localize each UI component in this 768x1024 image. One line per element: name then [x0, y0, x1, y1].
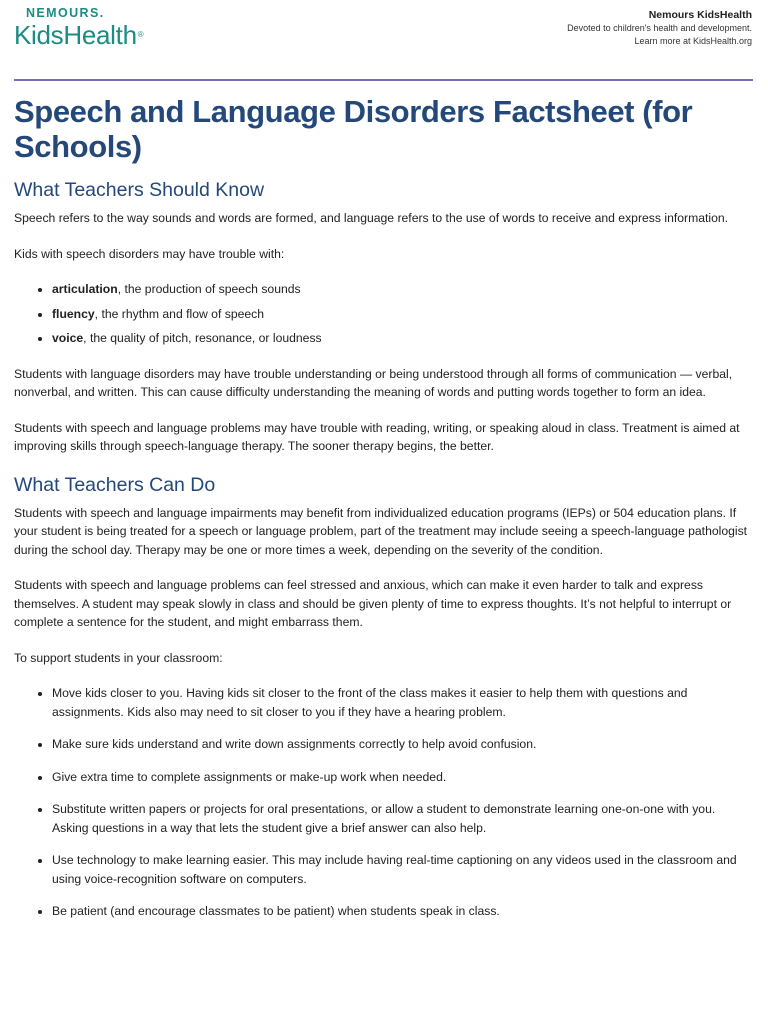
- list-item-term: voice: [52, 331, 84, 345]
- paragraph: Students with speech and language impairments may benefit from individualized education programs (IEPs) or 504 education plans. If your student is being treated for a speech or language problem, part of the treatment may include seeing a speech-language pathologist during the school day. Therapy may be one or more times a week, depending on the severity of the condition.: [14, 505, 748, 557]
- page-header: [0, 0, 768, 82]
- kidshealth-logo: [14, 6, 143, 50]
- logo-main-text: KidsHealth: [14, 20, 137, 50]
- section-what-teachers-can-do: [14, 473, 754, 921]
- paragraph: To support students in your classroom:: [14, 650, 223, 665]
- list-item: • Be patient (and encourage classmates to be patient) when students speak in class.: [52, 902, 754, 921]
- header-divider: [14, 79, 753, 81]
- section-heading: What Teachers Should Know: [14, 179, 265, 201]
- logo-kidshealth-text: [14, 20, 143, 50]
- paragraph: Kids with speech disorders may have trouble with:: [14, 246, 285, 261]
- list-item-text: , the production of speech sounds: [117, 282, 301, 296]
- paragraph: Students with speech and language problems can feel stressed and anxious, which can make it even harder to talk and express themselves. A student may speak slowly in class and should be given plenty of time to express thoughts. It’s not helpful to interrupt or complete a sentence for the student, and might embarrass them.: [14, 578, 732, 629]
- list-item: [52, 280, 754, 299]
- page-title: Speech and Language Disorders Factsheet (for Schools): [14, 94, 693, 164]
- paragraph: Speech refers to the way sounds and words are formed, and language refers to the use of words to receive and express information.: [14, 211, 729, 225]
- list-item: • Make sure kids understand and write down assignments correctly to help avoid confusion.: [52, 735, 754, 754]
- list-item: • Substitute written papers or projects for oral presentations, or allow a student to demonstrate learning one-on-one with you. Asking questions in a way that lets the student give a brief answer can also help.: [52, 800, 754, 837]
- list-item: [52, 305, 754, 324]
- brand-info: [567, 8, 752, 48]
- brand-name: Nemours KidsHealth: [648, 9, 752, 21]
- list-item: [52, 329, 754, 348]
- logo-trademark: ®: [137, 30, 144, 39]
- list-item-text: , the rhythm and flow of speech: [94, 306, 265, 321]
- classroom-support-list: [14, 684, 754, 921]
- paragraph: Students with speech and language problems may have trouble with reading, writing, or speaking aloud in class. Treatment is aimed at improving skills through speech-language therapy. The sooner therapy begins, the better.: [14, 420, 740, 453]
- list-item: • Move kids closer to you. Having kids sit closer to the front of the class makes it easier to help them with questions and assignments. Kids also may need to sit closer to you if they have a hearing problem.: [52, 684, 754, 721]
- list-item: • Use technology to make learning easier. This may include having real-time captioning on any videos used in the classroom and using voice-recognition software on computers.: [52, 851, 754, 888]
- speech-disorder-list: [14, 280, 754, 348]
- brand-link[interactable]: Learn more at KidsHealth.org: [634, 36, 752, 46]
- list-item-text: , the quality of pitch, resonance, or loudness: [83, 331, 322, 345]
- paragraph: Students with language disorders may have trouble understanding or being understood through all forms of communication — verbal, nonverbal, and written. This can cause difficulty understanding the meaning of words and putting words together to form an idea.: [14, 366, 733, 399]
- list-item: • Give extra time to complete assignments or make-up work when needed.: [52, 768, 754, 787]
- brand-tagline: Devoted to children's health and development.: [567, 23, 752, 33]
- factsheet-content: [14, 94, 754, 935]
- section-heading: What Teachers Can Do: [14, 473, 216, 496]
- section-what-teachers-should-know: [14, 178, 754, 456]
- list-item-term: articulation: [52, 282, 118, 296]
- list-item-term: fluency: [52, 306, 95, 321]
- logo-nemours-text: NEMOURS.: [26, 6, 105, 20]
